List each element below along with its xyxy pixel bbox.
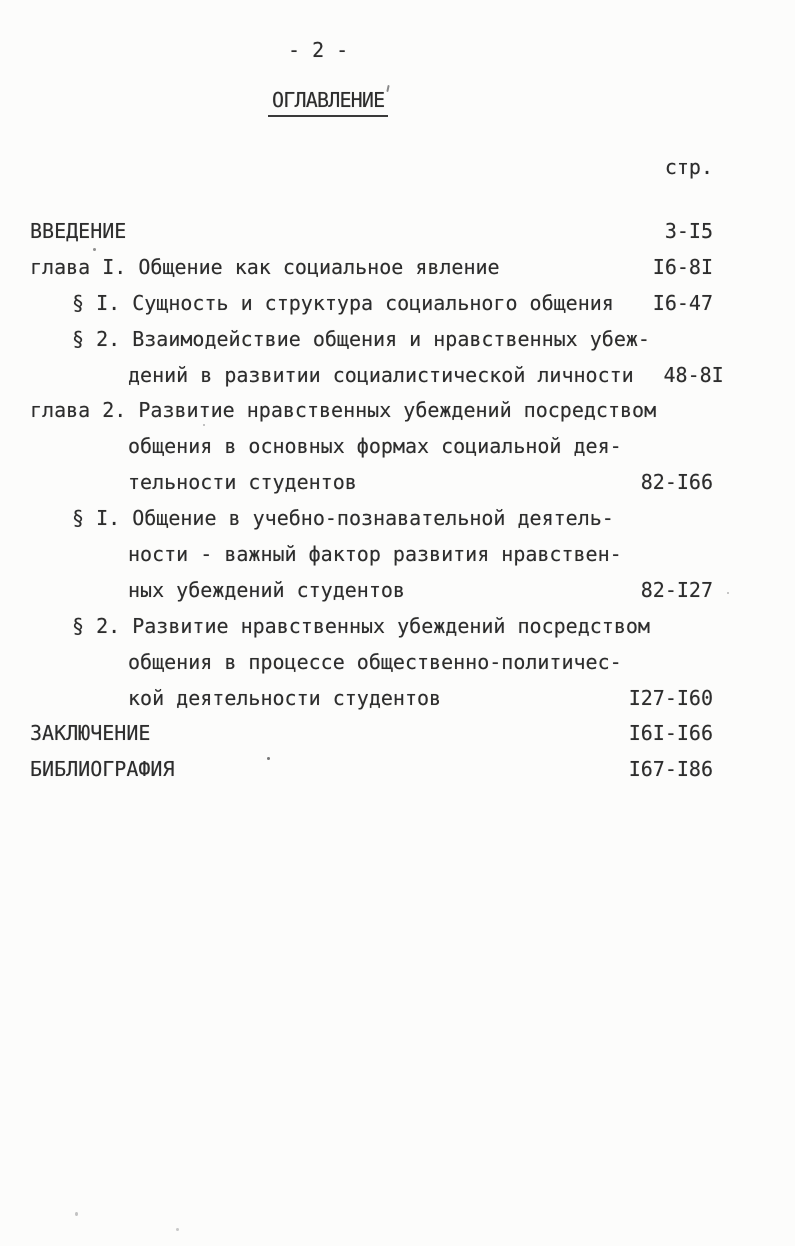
- page-title: ОГЛАВЛЕНИЕ: [268, 88, 388, 117]
- toc-entry-pages: 3-I5: [664, 219, 713, 243]
- toc-entry-pages: 48-8I: [663, 362, 724, 387]
- toc-row-ch2-par1-line1: [30, 501, 713, 537]
- toc-entry-label: общения в процессе общественно-политичес-: [128, 649, 622, 674]
- toc-entry-label: тельности студентов: [128, 470, 357, 495]
- toc-row-ch2-par1-line3: [30, 573, 713, 609]
- toc-entry-pages: I6-47: [652, 290, 713, 315]
- toc-row-ch2-par1-line2: [30, 537, 713, 573]
- toc-row-chapter-2-line2: [30, 429, 713, 465]
- toc-row-zaklyuchenie: [30, 716, 713, 752]
- toc-row-chapter-2-line3: [30, 465, 713, 501]
- page-number: - 2 -: [288, 38, 349, 62]
- toc-entry-label: кой деятельности студентов: [128, 685, 442, 710]
- toc-entry-pages: [623, 645, 713, 681]
- toc-entry-label: глава 2. Развитие нравственных убеждений посредством: [30, 398, 657, 423]
- toc-row-ch1-par2-line2: [30, 358, 724, 394]
- toc-entry-label: ВВЕДЕНИЕ: [30, 219, 127, 243]
- toc-entry-label: ных убеждений студентов: [128, 577, 405, 602]
- toc-entry-label: § 2. Взаимодействие общения и нравственных убеж-: [72, 326, 650, 351]
- toc-entry-label: ЗАКЛЮЧЕНИЕ: [30, 721, 151, 746]
- scan-artifact-dot: [93, 248, 96, 251]
- toc-entry-pages: [623, 537, 713, 573]
- scan-artifact-dot: [203, 424, 205, 426]
- toc-entry-label: глава I. Общение как социальное явление: [30, 254, 500, 279]
- toc-entry-pages: [656, 393, 746, 429]
- toc-row-ch2-par2-line2: [30, 645, 713, 681]
- toc-row-ch2-par2-line3: [30, 681, 713, 717]
- toc-entry-pages: [650, 609, 740, 645]
- toc-entry-pages: I27-I60: [628, 685, 713, 710]
- toc-entry-pages: [623, 501, 713, 537]
- toc-entry-label: § 2. Развитие нравственных убеждений посредством: [72, 613, 650, 638]
- toc-entry-pages: I6I-I66: [628, 721, 713, 746]
- scan-artifact-speck: [75, 1212, 78, 1216]
- table-of-contents: [30, 214, 724, 788]
- scan-artifact-dot: [267, 757, 270, 760]
- pages-column-header: стр.: [664, 155, 713, 179]
- toc-row-chapter-2-line1: [30, 393, 713, 429]
- toc-row-chapter-1: [30, 250, 713, 286]
- toc-row-vvedenie: [30, 214, 713, 250]
- toc-entry-label: БИБЛИОГРАФИЯ: [30, 757, 175, 782]
- toc-entry-pages: I67-I86: [628, 757, 713, 782]
- toc-entry-pages: 82-I66: [640, 470, 713, 495]
- toc-entry-label: § I. Сущность и структура социального общения: [72, 290, 614, 315]
- scan-artifact-speck: [176, 1228, 179, 1231]
- toc-entry-pages: I6-8I: [652, 254, 713, 279]
- toc-row-ch1-par2-line1: [30, 322, 713, 358]
- toc-entry-pages: [623, 429, 713, 465]
- scan-artifact-tick: [386, 85, 389, 92]
- toc-entry-label: дений в развитии социалистической личности: [128, 362, 634, 387]
- toc-entry-pages: 82-I27: [640, 577, 713, 602]
- toc-row-ch1-par1: [30, 286, 713, 322]
- toc-row-ch2-par2-line1: [30, 609, 713, 645]
- toc-entry-pages: [650, 322, 740, 358]
- toc-entry-label: общения в основных формах социальной дея-: [128, 434, 622, 459]
- toc-row-bibliografiya: [30, 752, 713, 788]
- scan-artifact-dot: [727, 592, 729, 594]
- toc-entry-label: ности - важный фактор развития нравствен-: [128, 542, 622, 567]
- toc-entry-label: § I. Общение в учебно-познавательной деятель-: [72, 506, 614, 531]
